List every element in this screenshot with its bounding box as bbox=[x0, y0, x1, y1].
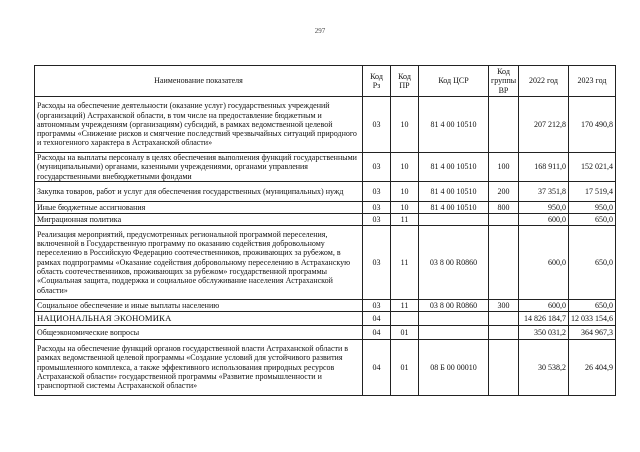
table-row bbox=[35, 97, 616, 153]
cell-pr: 01 bbox=[391, 325, 419, 339]
cell-2022: 950,0 bbox=[519, 201, 569, 213]
cell-pr: 11 bbox=[391, 213, 419, 225]
cell-csr: 08 Б 00 00010 bbox=[419, 339, 489, 395]
cell-2023: 650,0 bbox=[569, 213, 616, 225]
cell-name: Социальное обеспечение и иные выплаты населению bbox=[35, 299, 363, 311]
cell-name: Закупка товаров, работ и услуг для обеспечения государственных (муниципальных) нужд bbox=[35, 181, 363, 201]
header-2022: 2022 год bbox=[519, 66, 569, 97]
cell-2023: 26 404,9 bbox=[569, 339, 616, 395]
cell-csr bbox=[419, 311, 489, 325]
cell-pr: 11 bbox=[391, 299, 419, 311]
header-csr: Код ЦСР bbox=[419, 66, 489, 97]
cell-name: Общеэкономические вопросы bbox=[35, 325, 363, 339]
cell-rz: 03 bbox=[363, 181, 391, 201]
header-2023: 2023 год bbox=[569, 66, 616, 97]
cell-rz: 03 bbox=[363, 97, 391, 153]
header-rz: Код Рз bbox=[363, 66, 391, 97]
cell-2022: 37 351,8 bbox=[519, 181, 569, 201]
header-name: Наименование показателя bbox=[35, 66, 363, 97]
cell-2023: 17 519,4 bbox=[569, 181, 616, 201]
cell-name: Расходы на выплаты персоналу в целях обеспечения выполнения функций государственными (муниципальными) органами, казенными учреждениями, органами управления государственными внебюджетными фондами bbox=[35, 153, 363, 182]
cell-rz: 03 bbox=[363, 201, 391, 213]
cell-vr: 800 bbox=[489, 201, 519, 213]
cell-2023: 12 033 154,6 bbox=[569, 311, 616, 325]
cell-csr: 03 8 00 R0860 bbox=[419, 225, 489, 299]
cell-2023: 364 967,3 bbox=[569, 325, 616, 339]
cell-name: Иные бюджетные ассигнования bbox=[35, 201, 363, 213]
cell-vr bbox=[489, 213, 519, 225]
cell-csr: 81 4 00 10510 bbox=[419, 201, 489, 213]
cell-csr bbox=[419, 213, 489, 225]
cell-vr bbox=[489, 97, 519, 153]
cell-2023: 170 490,8 bbox=[569, 97, 616, 153]
cell-pr bbox=[391, 311, 419, 325]
cell-rz: 04 bbox=[363, 339, 391, 395]
cell-2023: 650,0 bbox=[569, 225, 616, 299]
header-vr: Код группы ВР bbox=[489, 66, 519, 97]
cell-csr bbox=[419, 325, 489, 339]
cell-name: Реализация мероприятий, предусмотренных региональной программой переселения, включенной в Государственную программу по оказанию содействия добровольному переселению в Российскую Федерацию соотечественников, проживающих за рубежом, в рамках подпрограммы «Оказание содействия добровольному переселению в Астраханскую область соотечественников, проживающих за рубежом» государственной программы «Социальная защита, поддержка и социальное обслуживание населения Астраханской области» bbox=[35, 225, 363, 299]
cell-pr: 01 bbox=[391, 339, 419, 395]
table-row bbox=[35, 311, 616, 325]
cell-pr: 11 bbox=[391, 225, 419, 299]
table-row bbox=[35, 153, 616, 182]
cell-csr: 03 8 00 R0860 bbox=[419, 299, 489, 311]
header-pr: Код ПР bbox=[391, 66, 419, 97]
cell-rz: 03 bbox=[363, 225, 391, 299]
cell-name: Миграционная политика bbox=[35, 213, 363, 225]
cell-2022: 30 538,2 bbox=[519, 339, 569, 395]
cell-vr bbox=[489, 339, 519, 395]
table-row bbox=[35, 181, 616, 201]
budget-table bbox=[34, 65, 616, 396]
cell-rz: 03 bbox=[363, 153, 391, 182]
cell-2023: 152 021,4 bbox=[569, 153, 616, 182]
cell-vr bbox=[489, 325, 519, 339]
page-number: 297 bbox=[314, 27, 326, 35]
table-header-row bbox=[35, 66, 616, 97]
cell-vr: 300 bbox=[489, 299, 519, 311]
cell-2022: 600,0 bbox=[519, 213, 569, 225]
cell-vr bbox=[489, 225, 519, 299]
cell-vr bbox=[489, 311, 519, 325]
cell-csr: 81 4 00 10510 bbox=[419, 181, 489, 201]
cell-name: Расходы на обеспечение функций органов государственной власти Астраханской области в рамках ведомственной целевой программы «Создание условий для устойчивого развития промышленного комплекса, а также эффективного использования природных ресурсов Астраханской области» государственной программы «Развитие промышленности и транспортной системы Астраханской области» bbox=[35, 339, 363, 395]
table-row bbox=[35, 325, 616, 339]
table-row bbox=[35, 225, 616, 299]
cell-2022: 207 212,8 bbox=[519, 97, 569, 153]
cell-2023: 650,0 bbox=[569, 299, 616, 311]
cell-2023: 950,0 bbox=[569, 201, 616, 213]
cell-2022: 14 826 184,7 bbox=[519, 311, 569, 325]
cell-vr: 100 bbox=[489, 153, 519, 182]
cell-rz: 04 bbox=[363, 325, 391, 339]
cell-vr: 200 bbox=[489, 181, 519, 201]
cell-csr: 81 4 00 10510 bbox=[419, 97, 489, 153]
table-row bbox=[35, 201, 616, 213]
cell-csr: 81 4 00 10510 bbox=[419, 153, 489, 182]
cell-rz: 03 bbox=[363, 299, 391, 311]
table-row bbox=[35, 213, 616, 225]
table-row bbox=[35, 299, 616, 311]
cell-rz: 04 bbox=[363, 311, 391, 325]
cell-2022: 600,0 bbox=[519, 225, 569, 299]
cell-2022: 168 911,0 bbox=[519, 153, 569, 182]
cell-pr: 10 bbox=[391, 201, 419, 213]
cell-pr: 10 bbox=[391, 153, 419, 182]
cell-name: Расходы на обеспечение деятельности (оказание услуг) государственных учреждений (организаций) Астраханской области, в том числе на предоставление бюджетным и автономным учреждениям (организациям) субсидий, в рамках ведомственной целевой программы «Снижение рисков и смягчение последствий чрезвычайных ситуаций природного и техногенного характера в Астраханской области» bbox=[35, 97, 363, 153]
table-row bbox=[35, 339, 616, 395]
cell-rz: 03 bbox=[363, 213, 391, 225]
cell-pr: 10 bbox=[391, 97, 419, 153]
cell-pr: 10 bbox=[391, 181, 419, 201]
cell-name: НАЦИОНАЛЬНАЯ ЭКОНОМИКА bbox=[35, 311, 363, 325]
cell-2022: 600,0 bbox=[519, 299, 569, 311]
cell-2022: 350 031,2 bbox=[519, 325, 569, 339]
